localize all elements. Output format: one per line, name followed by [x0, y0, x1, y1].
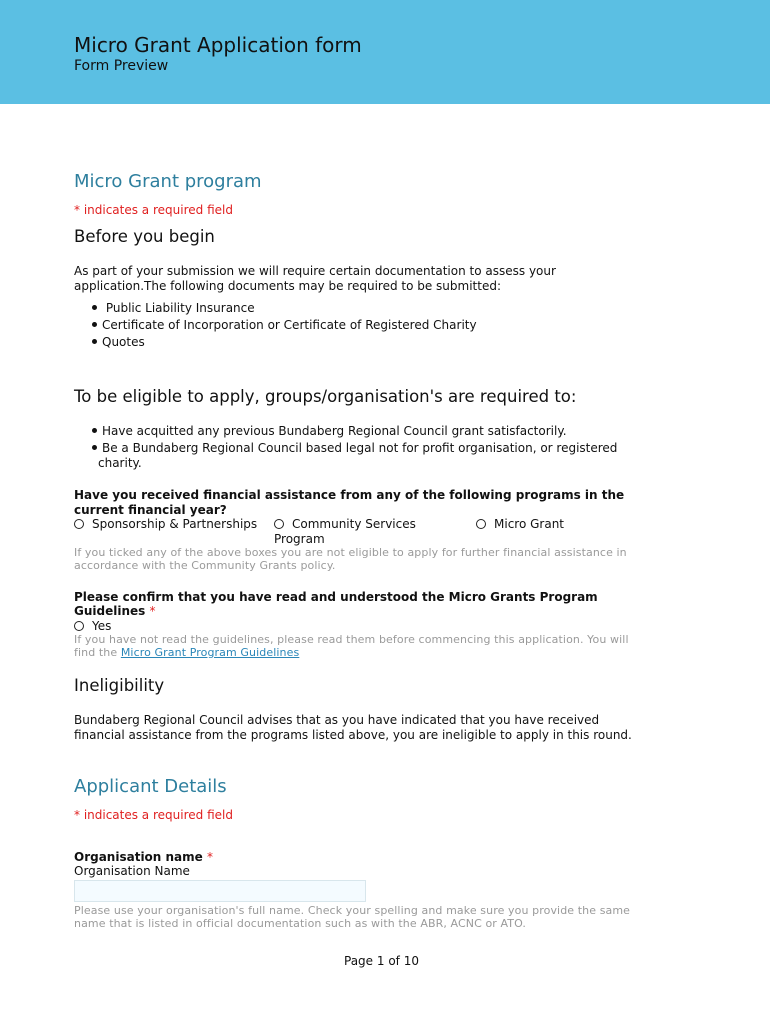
ineligibility-text-1: Bundaberg Regional Council advises that as you have indicated that you have received — [74, 713, 600, 727]
form-title: Micro Grant Application form — [74, 33, 362, 57]
required-star: * — [207, 850, 213, 864]
radio-icon[interactable] — [74, 621, 84, 631]
eligible-heading: To be eligible to apply, groups/organisation's are required to: — [74, 387, 577, 406]
required-star: * — [149, 604, 156, 618]
org-name-label: Organisation name * — [74, 850, 213, 864]
list-item: Have acquitted any previous Bundaberg Regional Council grant satisfactorily. — [92, 424, 567, 439]
before-heading: Before you begin — [74, 227, 215, 246]
page-header — [0, 0, 770, 104]
bullet-icon — [92, 305, 97, 310]
help-text-guidelines-1: If you have not read the guidelines, please read them before commencing this application. You will — [74, 633, 629, 646]
question-guidelines: Please confirm that you have read and understood the Micro Grants Program — [74, 590, 598, 604]
list-item: Public Liability Insurance — [92, 301, 255, 316]
option-sponsorship[interactable]: Sponsorship & Partnerships — [74, 517, 257, 532]
bullet-icon — [92, 428, 97, 433]
radio-icon[interactable] — [274, 519, 284, 529]
section-title-applicant: Applicant Details — [74, 776, 227, 797]
ineligibility-heading: Ineligibility — [74, 676, 165, 695]
option-community-services[interactable]: Community Services — [274, 517, 416, 532]
help-text-org-1: Please use your organisation's full name. Check your spelling and make sure you provide the same — [74, 904, 631, 917]
required-note: * indicates a required field — [74, 808, 233, 822]
before-text-1: As part of your submission we will require certain documentation to assess your — [74, 264, 556, 278]
question-guidelines-line2: Guidelines * — [74, 604, 156, 618]
bullet-icon — [92, 339, 97, 344]
option-yes[interactable]: Yes — [74, 619, 111, 634]
before-text-2: application.The following documents may be required to be submitted: — [74, 279, 502, 293]
list-item: Quotes — [92, 335, 145, 350]
bullet-icon — [92, 322, 97, 327]
help-text-org-2: name that is listed in official documentation such as with the ABR, ACNC or ATO. — [74, 917, 527, 930]
radio-icon[interactable] — [74, 519, 84, 529]
page-number: Page 1 of 10 — [344, 954, 419, 968]
help-text-guidelines-2: find the Micro Grant Program Guidelines — [74, 646, 300, 659]
guidelines-link[interactable]: Micro Grant Program Guidelines — [120, 646, 300, 659]
org-name-sublabel: Organisation Name — [74, 864, 190, 878]
help-text-financial-2: accordance with the Community Grants policy. — [74, 559, 336, 572]
form-subtitle: Form Preview — [74, 58, 169, 74]
list-item-continuation: charity. — [98, 456, 142, 470]
question-financial-assistance-line2: current financial year? — [74, 503, 227, 517]
list-item: Be a Bundaberg Regional Council based legal not for profit organisation, or registered — [92, 441, 617, 456]
option-community-services-line2: Program — [274, 532, 325, 546]
radio-icon[interactable] — [476, 519, 486, 529]
ineligibility-text-2: financial assistance from the programs listed above, you are ineligible to apply in this round. — [74, 728, 632, 742]
bullet-icon — [92, 445, 97, 450]
section-title-micro-grant: Micro Grant program — [74, 171, 262, 192]
help-text-financial-1: If you ticked any of the above boxes you are not eligible to apply for further financial assistance in — [74, 546, 627, 559]
list-item: Certificate of Incorporation or Certificate of Registered Charity — [92, 318, 477, 333]
question-financial-assistance: Have you received financial assistance from any of the following programs in the — [74, 488, 625, 502]
option-micro-grant[interactable]: Micro Grant — [476, 517, 564, 532]
organisation-name-input[interactable] — [74, 880, 366, 902]
required-note: * indicates a required field — [74, 203, 233, 217]
